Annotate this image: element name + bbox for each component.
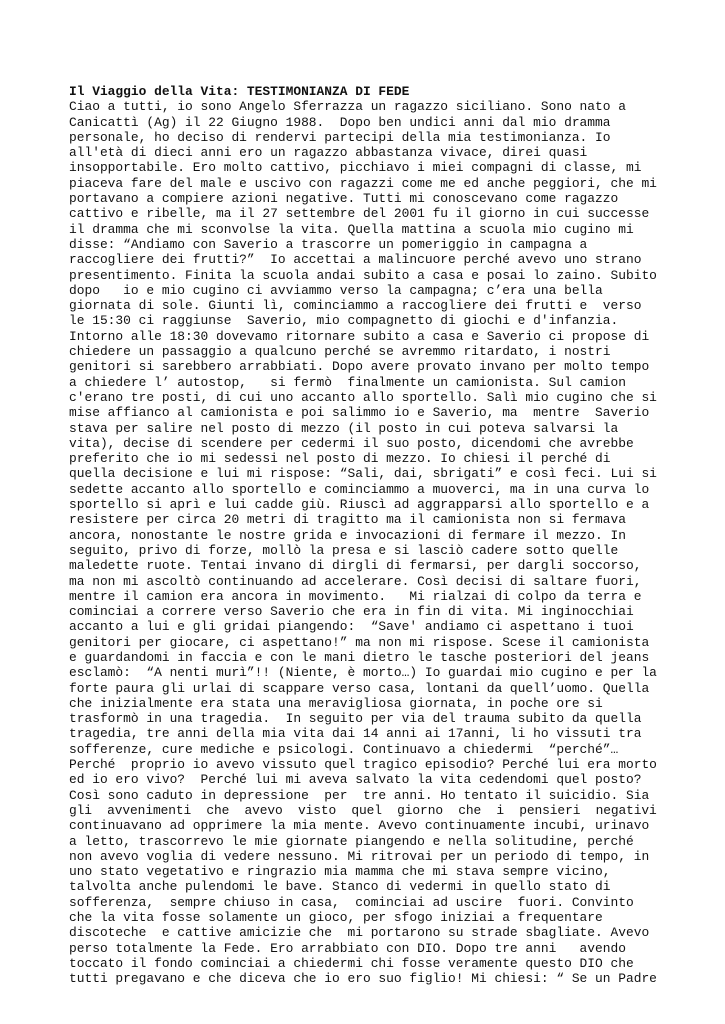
- body-line: tutti pregavano e che diceva che io ero suo figlio! Mi chiesi: “ Se un Padre: [69, 971, 657, 987]
- body-line: sofferenza, sempre chiuso in casa, cominciai ad uscire fuori. Convinto: [69, 894, 634, 910]
- body-line: uno stato vegetativo e ringrazio mia mamma che mi stava sempre vicino,: [69, 864, 611, 880]
- body-line: e guardandomi in faccia e con le mani dietro le tasche posteriori del jeans: [69, 649, 650, 665]
- body-line: chiedere un passaggio a qualcuno perché se avremmo ritardato, i nostri: [69, 344, 611, 360]
- body-line: portavano a compiere azioni negative. Tutti mi conoscevano come ragazzo: [69, 191, 619, 207]
- body-line: sedette accanto allo sportello e cominciammo a muoverci, ma in una curva lo: [69, 481, 650, 497]
- body-line: ancora, nonostante le nostre grida e invocazioni di fermare il mezzo. In: [69, 527, 626, 543]
- body-line: Intorno alle 18:30 dovevamo ritornare subito a casa e Saverio ci propose di: [69, 328, 650, 344]
- body-line: genitori per giocare, ci aspettano!” ma non mi rispose. Scese il camionista: [69, 634, 650, 650]
- body-line: presentimento. Finita la scuola andai subito a casa e posai lo zaino. Subito: [69, 267, 657, 283]
- body-line: discoteche e cattive amicizie che mi portarono su strade sbagliate. Avevo: [69, 925, 650, 941]
- body-line: gli avvenimenti che avevo visto quel giorno che i pensieri negativi: [69, 802, 657, 818]
- body-line: mentre il camion era ancora in movimento. Mi rialzai di colpo da terra e: [69, 588, 642, 604]
- body-line: quella decisione e lui mi rispose: “Sali, dai, sbrigati” e così feci. Lui si: [69, 466, 657, 482]
- body-line: ma non mi ascoltò continuando ad accelerare. Così decisi di saltare fuori,: [69, 573, 642, 589]
- body-line: continuavano ad opprimere la mia mente. Avevo continuamente incubi, urinavo: [69, 818, 650, 834]
- body-line: all'età di dieci anni ero un ragazzo abbastanza vivace, direi quasi: [69, 145, 588, 161]
- body-line: piaceva fare del male e uscivo con ragazzi come me ed anche peggiori, che mi: [69, 175, 657, 191]
- body-line: personale, ho deciso di rendervi partecipi della mia testimonianza. Io: [69, 129, 611, 145]
- body-line: forte paura gli urlai di scappare verso casa, lontani da quell’uomo. Quella: [69, 680, 650, 696]
- body-line: disse: “Andiamo con Saverio a trascorre un pomeriggio in campagna a: [69, 236, 588, 252]
- body-line: a letto, trascorrevo le mie giornate piangendo e nella solitudine, perché: [69, 833, 634, 849]
- body-line: maledette ruote. Tentai invano di dirgli di fermarsi, per dargli soccorso,: [69, 558, 642, 574]
- body-line: il dramma che mi sconvolse la vita. Quella mattina a scuola mio cugino mi: [69, 221, 634, 237]
- body-line: accanto a lui e gli gridai piangendo: “Save' andiamo ci aspettano i tuoi: [69, 619, 634, 635]
- body-line: le 15:30 ci raggiunse Saverio, mio compagnetto di giochi e d'infanzia.: [69, 313, 619, 329]
- body-line: che la vita fosse solamente un gioco, per sfogo iniziai a frequentare: [69, 910, 603, 926]
- body-line: Così sono caduto in depressione per tre anni. Ho tentato il suicidio. Sia: [69, 787, 650, 803]
- body-line: cominciai a correre verso Saverio che era in fin di vita. Mi inginocchiai: [69, 604, 634, 620]
- body-line: sofferenze, cure mediche e psicologi. Continuavo a chiedermi “perché”…: [69, 741, 619, 757]
- body-line: toccato il fondo cominciai a chiedermi chi fosse veramente questo DIO che: [69, 955, 634, 971]
- body-line: cattivo e ribelle, ma il 27 settembre del 2001 fu il giorno in cui successe: [69, 206, 650, 222]
- body-line: c'erano tre posti, di cui uno accanto allo sportello. Salì mio cugino che si: [69, 389, 657, 405]
- body-line: stava per salire nel posto di mezzo (il posto in cui poteva salvarsi la: [69, 420, 619, 436]
- body-line: insopportabile. Ero molto cattivo, picchiavo i miei compagni di classe, mi: [69, 160, 642, 176]
- body-line: perso totalmente la Fede. Ero arrabbiato con DIO. Dopo tre anni avendo: [69, 940, 626, 956]
- body-line: giornata di sole. Giunti lì, cominciammo a raccogliere dei frutti e verso: [69, 298, 642, 314]
- body-line: ed io ero vivo? Perché lui mi aveva salvato la vita cedendomi quel posto?: [69, 772, 642, 788]
- body-line: Perché proprio io avevo vissuto quel tragico episodio? Perché lui era morto: [69, 757, 657, 773]
- body-line: Canicattì (Ag) il 22 Giugno 1988. Dopo ben undici anni dal mio dramma: [69, 114, 611, 130]
- document-title: Il Viaggio della Vita: TESTIMONIANZA DI FEDE: [69, 84, 410, 99]
- body-line: preferito che io mi sedessi nel posto di mezzo. Io chiesi il perché di: [69, 451, 611, 467]
- body-line: trasformò in una tragedia. In seguito per via del trauma subito da quella: [69, 711, 642, 727]
- body-line: Ciao a tutti, io sono Angelo Sferrazza un ragazzo siciliano. Sono nato a: [69, 99, 626, 115]
- body-line: mise affianco al camionista e poi salimmo io e Saverio, ma mentre Saverio: [69, 405, 650, 421]
- body-line: raccogliere dei frutti?” Io accettai a malincuore perché avevo uno strano: [69, 252, 642, 268]
- body-line: non avevo voglia di vedere nessuno. Mi ritrovai per un periodo di tempo, in: [69, 848, 650, 864]
- body-line: dopo io e mio cugino ci avviammo verso la campagna; c’era una bella: [69, 282, 603, 298]
- body-line: talvolta anche pulendomi le bave. Stanco di vedermi in quello stato di: [69, 879, 611, 895]
- body-line: genitori si sarebbero arrabbiati. Dopo avere provato invano per molto tempo: [69, 359, 650, 375]
- document-page: [69, 84, 657, 987]
- body-line: esclamò: “A nenti murì”!! (Niente, è morto…) Io guardai mio cugino e per la: [69, 665, 657, 681]
- body-line: a chiedere l’ autostop, si fermò finalmente un camionista. Sul camion: [69, 374, 626, 390]
- body-line: resistere per circa 20 metri di tragitto ma il camionista non si fermava: [69, 512, 626, 528]
- body-line: vita), decise di scendere per cedermi il suo posto, dicendomi che avrebbe: [69, 435, 634, 451]
- document-body: [69, 99, 657, 986]
- body-line: tragedia, tre anni della mia vita dai 14 anni ai 17anni, li ho vissuti tra: [69, 726, 642, 742]
- body-line: seguito, privo di forze, mollò la presa e si lasciò cadere sotto quelle: [69, 542, 619, 558]
- body-line: sportello si aprì e lui cadde giù. Riuscì ad aggrapparsi allo sportello e a: [69, 497, 650, 513]
- body-line: che inizialmente era stata una meravigliosa giornata, in poche ore si: [69, 695, 603, 711]
